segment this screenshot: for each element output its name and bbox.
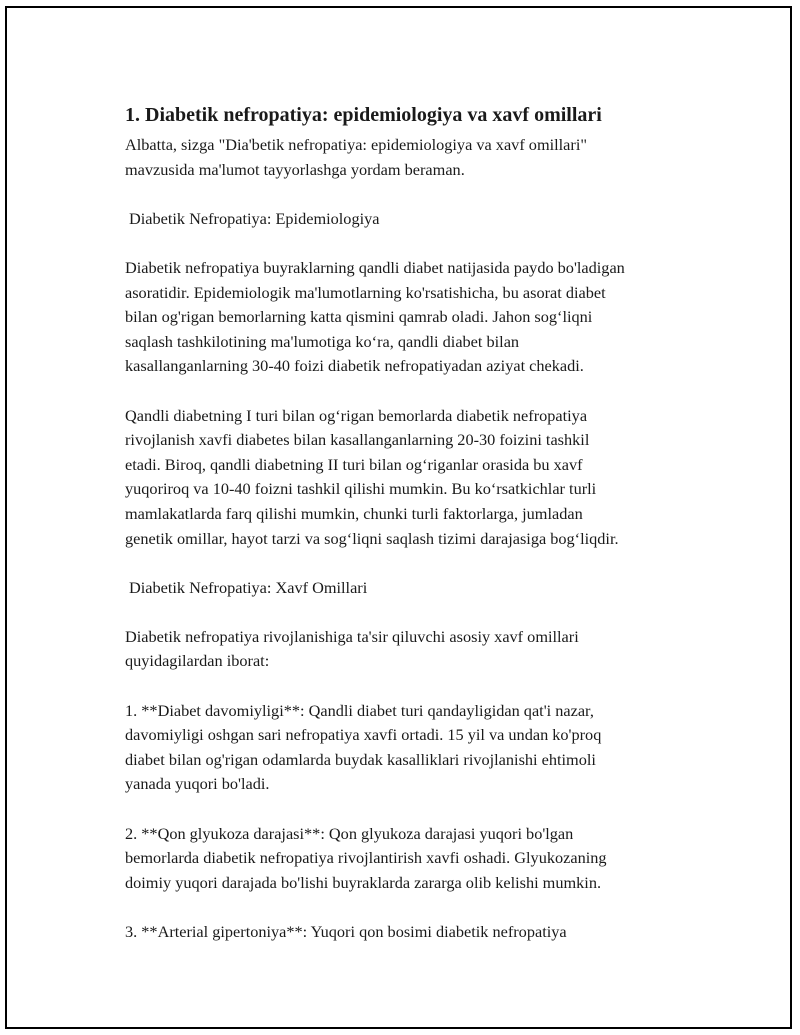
text-line: quyidagilardan iborat: [125, 651, 270, 671]
text-line: mavzusida ma'lumot tayyorlashga yordam beraman. [125, 159, 465, 179]
risk-factors-intro [125, 625, 725, 674]
text-line: 1. **Diabet davomiyligi**: Qandli diabet turi qandayligidan qat'i nazar, [125, 700, 594, 720]
text-line: kasallanganlarning 30-40 foizi diabetik nefropatiyadan aziyat chekadi. [125, 356, 584, 376]
intro-paragraph [125, 133, 725, 182]
text-line: bilan og'rigan bemorlarning katta qismini qamrab oladi. Jahon sog‘liqni [125, 307, 593, 327]
list-item [125, 822, 725, 896]
subheading-risk-factors: Diabetik Nefropatiya: Xavf Omillari [129, 577, 368, 597]
text-line: yuqoriroq va 10-40 foizni tashkil qilishi mumkin. Bu ko‘rsatkichlar turli [125, 479, 597, 499]
document-content [125, 100, 725, 945]
text-line: doimiy yuqori darajada bo'lishi buyraklarda zararga olib kelishi mumkin. [125, 872, 602, 892]
text-line: davomiyligi oshgan sari nefropatiya xavfi ortadi. 15 yil va undan ko'proq [125, 725, 602, 745]
text-line: rivojlanish xavfi diabetes bilan kasallanganlarning 20-30 foizini tashkil [125, 430, 590, 450]
text-line: Diabetik nefropatiya rivojlanishiga ta'sir qiluvchi asosiy xavf omillari [125, 626, 579, 646]
epidemiology-paragraph-1 [125, 256, 725, 379]
text-line: Albatta, sizga "Dia'betik nefropatiya: epidemiologiya va xavf omillari" [125, 135, 588, 154]
text-line: bemorlarda diabetik nefropatiya rivojlantirish xavfi oshadi. Glyukozaning [125, 848, 607, 868]
text-line: diabet bilan og'rigan odamlarda buydak kasalliklari rivojlanishi ehtimoli [125, 749, 596, 769]
document-page [5, 6, 792, 1029]
text-line: yanada yuqori bo'ladi. [125, 774, 270, 794]
list-item [125, 920, 725, 945]
section-heading: 1. Diabetik nefropatiya: epidemiologiya va xavf omillari [125, 104, 602, 126]
text-line: etadi. Biroq, qandli diabetning II turi bilan og‘riganlar orasida bu xavf [125, 454, 583, 474]
text-line: asoratidir. Epidemiologik ma'lumotlarning ko'rsatishicha, bu asorat diabet [125, 282, 606, 302]
text-line: 2. **Qon glyukoza darajasi**: Qon glyukoza darajasi yuqori bo'lgan [125, 823, 574, 843]
text-line: Diabetik nefropatiya buyraklarning qandli diabet natijasida paydo bo'ladigan [125, 257, 625, 277]
subheading-epidemiology: Diabetik Nefropatiya: Epidemiologiya [129, 208, 380, 228]
list-item [125, 699, 725, 797]
text-line: Qandli diabetning I turi bilan og‘rigan bemorlarda diabetik nefropatiya [125, 405, 588, 425]
epidemiology-paragraph-2 [125, 404, 725, 552]
text-line: saqlash tashkilotining ma'lumotiga ko‘ra, qandli diabet bilan [125, 331, 520, 351]
text-line: mamlakatlarda farq qilishi mumkin, chunki turli faktorlarga, jumladan [125, 503, 583, 523]
text-line: 3. **Arterial gipertoniya**: Yuqori qon bosimi diabetik nefropatiya [125, 922, 567, 941]
text-line: genetik omillar, hayot tarzi va sog‘liqni saqlash tizimi darajasiga bog‘liqdir. [125, 528, 619, 548]
